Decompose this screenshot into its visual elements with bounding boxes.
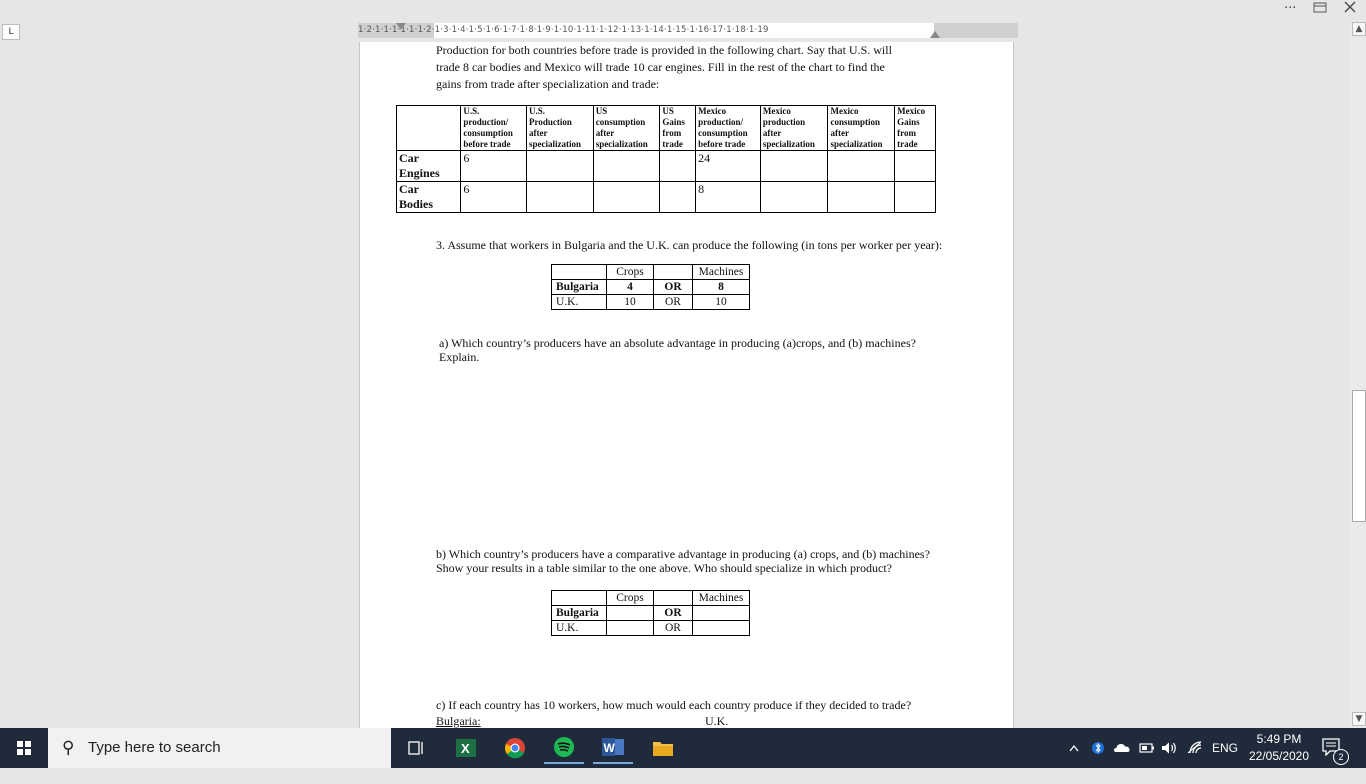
question-3: 3. Assume that workers in Bulgaria and the U.K. can produce the following (in tons per worker per year): [436,238,943,252]
language-indicator[interactable]: ENG [1212,741,1239,755]
taskbar [0,728,1366,768]
close-icon[interactable] [1344,1,1356,17]
table-cell[interactable] [828,151,895,182]
col-header: Mexico production/ consumption before trade [696,106,761,151]
question-a-line-1: a) Which country’s producers have an absolute advantage in producing (a)crops, and (b) machines? [439,336,916,350]
more-options-icon[interactable]: ··· [1284,1,1297,16]
table-cell[interactable] [660,151,696,182]
col-header: Machines [693,591,750,606]
taskbar-search-box[interactable] [48,728,391,768]
onedrive-icon[interactable] [1113,728,1131,768]
first-line-indent-marker[interactable] [396,23,406,30]
notification-count-badge: 2 [1333,749,1349,765]
table-cell[interactable] [593,182,660,213]
question-b-line-1: b) Which country’s producers have a comparative advantage in producing (a) crops, and (b) machines? [436,547,930,561]
table-cell: OR [654,280,693,295]
document-area [0,42,1350,728]
table-cell[interactable]: 6 [461,151,527,182]
row-header: U.K. [552,621,607,636]
battery-icon[interactable] [1139,728,1155,768]
ruler-row [0,20,1366,42]
row-header: Car Engines [397,151,461,182]
question-c: c) If each country has 10 workers, how much would each country produce if they decided to trade? [436,698,912,712]
table-cell[interactable] [828,182,895,213]
table-row [552,621,750,636]
col-header: U.S. Production after specialization [527,106,594,151]
row-header: Bulgaria [552,280,607,295]
table-cell[interactable] [527,151,594,182]
col-header: Mexico production after specialization [760,106,828,151]
col-header: Mexico consumption after specialization [828,106,895,151]
chrome-icon[interactable] [495,732,535,764]
table-cell[interactable]: 8 [696,182,761,213]
intro-line-1: Production for both countries before trade is provided in the following chart. Say that U.S. will [436,43,892,57]
col-header: Crops [607,591,654,606]
table-cell: 10 [607,295,654,310]
right-indent-marker[interactable] [930,31,940,38]
ruler-ticks: 1·2·1·1·1·1·1·1·2·1·3·1·4·1·5·1·6·1·7·1·8·1·9·1·10·1·11·1·12·1·13·1·14·1·15·1·16·17·1·18·1·19 [358,25,769,35]
table-cell: 8 [693,280,750,295]
restore-icon[interactable] [1313,1,1327,17]
table-cell[interactable] [527,182,594,213]
table-cell[interactable] [593,151,660,182]
table-cell[interactable] [693,621,750,636]
table-cell: 4 [607,280,654,295]
col-header: US consumption after specialization [593,106,660,151]
clock-date: 22/05/2020 [1248,749,1310,763]
table-row [552,606,750,621]
svg-text:W: W [603,741,615,755]
col-header: Machines [693,265,750,280]
question-c-uk: U.K. [705,714,729,728]
search-placeholder: Type here to search [88,739,221,756]
table-row [397,151,936,182]
table-cell: 10 [693,295,750,310]
search-icon: ⚲ [62,738,75,758]
table-cell[interactable] [607,621,654,636]
horizontal-ruler[interactable] [358,23,1018,38]
row-header: U.K. [552,295,607,310]
table-row [552,280,750,295]
col-header: Crops [607,265,654,280]
vertical-scrollbar[interactable] [1350,20,1366,728]
table-cell[interactable] [660,182,696,213]
show-hidden-icons[interactable] [1068,728,1080,768]
question-a-line-2: Explain. [439,350,480,364]
windows-logo-icon [17,741,31,755]
table-cell[interactable]: 6 [461,182,527,213]
wifi-icon[interactable] [1187,728,1203,768]
table-cell: OR [654,621,693,636]
row-header: Car Bodies [397,182,461,213]
system-clock[interactable] [1244,731,1314,765]
svg-text:X: X [461,741,470,756]
task-view-icon[interactable] [396,732,436,764]
intro-line-3: gains from trade after specialization and trade: [436,77,660,91]
word-icon[interactable] [593,732,633,764]
clock-time: 5:49 PM [1256,732,1302,746]
col-header: Mexico Gains from trade [895,106,936,151]
table-cell[interactable] [895,182,936,213]
gains-from-trade-table [396,105,936,213]
document-page[interactable] [359,42,1014,728]
table-row [552,295,750,310]
table-cell[interactable] [760,182,828,213]
table-cell[interactable] [895,151,936,182]
bluetooth-icon[interactable] [1092,728,1104,768]
start-button[interactable] [0,728,48,768]
table-cell: OR [654,295,693,310]
table-row [397,182,936,213]
spotify-icon[interactable] [544,732,584,764]
file-explorer-icon[interactable] [643,732,683,764]
volume-icon[interactable] [1161,728,1179,768]
production-table [551,264,750,310]
scroll-down-icon[interactable]: ▼ [1352,712,1366,726]
window-title-bar [0,0,1366,20]
table-cell[interactable] [693,606,750,621]
col-header: US Gains from trade [660,106,696,151]
table-cell[interactable] [760,151,828,182]
scroll-up-icon[interactable]: ▲ [1352,22,1366,36]
table-cell[interactable]: 24 [696,151,761,182]
tab-selector[interactable]: L [2,24,20,40]
table-cell: OR [654,606,693,621]
question-c-bulgaria: Bulgaria: [436,714,481,728]
intro-line-2: trade 8 car bodies and Mexico will trade 10 car engines. Fill in the rest of the chart to find the [436,60,885,74]
col-header: U.S. production/ consumption before trade [461,106,527,151]
row-header: Bulgaria [552,606,607,621]
excel-icon[interactable] [446,732,486,764]
table-cell[interactable] [607,606,654,621]
question-b-line-2: Show your results in a table similar to the one above. Who should specialize in which product? [436,561,893,575]
scroll-thumb[interactable] [1352,390,1366,522]
comparative-advantage-table [551,590,750,636]
